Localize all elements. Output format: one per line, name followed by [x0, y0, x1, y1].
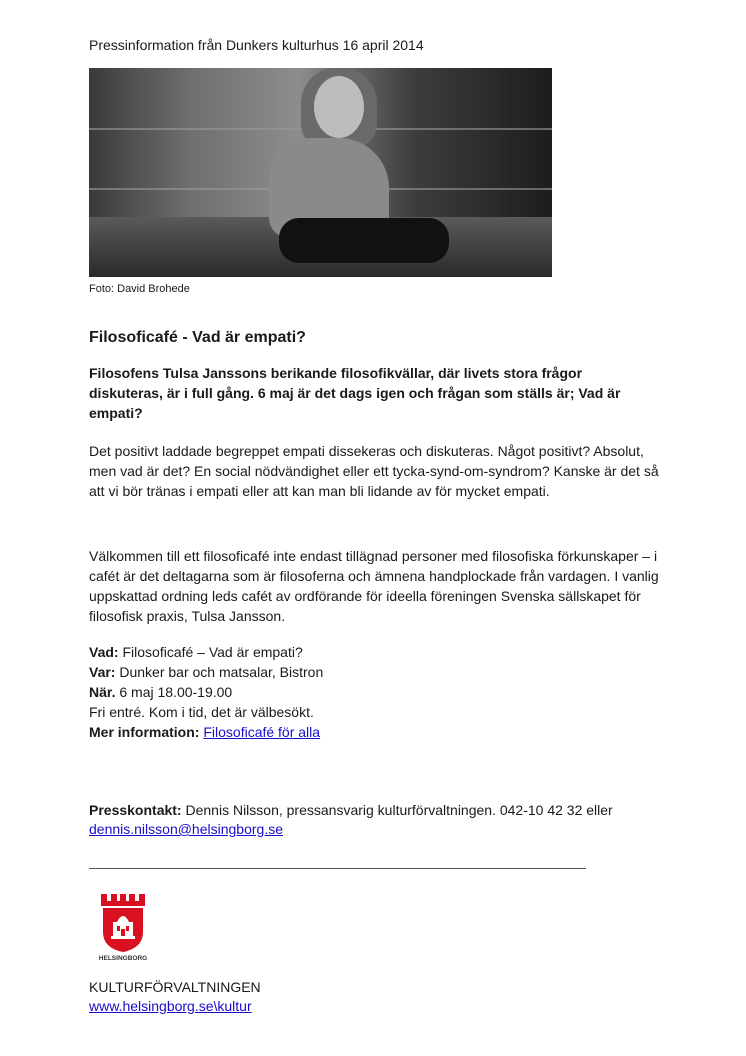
fact-vad: Vad: Filosoficafé – Vad är empati?	[89, 644, 303, 660]
event-facts	[89, 642, 323, 742]
body-paragraph-2: Välkommen till ett filosoficafé inte endast tillägnad personer med filosofiska förkunskaper – i cafét är det deltagarna som är filosoferna och ämnena handplockade från vardagen. I vanlig uppskattad ordning leds cafét av ordförande för ideella föreningen Svenska sällskapet för filosofisk praxis, Tulsa Jansson.	[89, 548, 659, 624]
article-title: Filosoficafé - Vad är empati?	[89, 329, 306, 346]
photo-caption: Foto: David Brohede	[89, 283, 190, 295]
fact-more: Mer information: Filosoficafé för alla	[89, 724, 321, 740]
footer-block	[89, 978, 261, 1016]
portrait-photo	[89, 68, 552, 277]
fact-var: Var: Dunker bar och matsalar, Bistron	[89, 664, 324, 680]
fact-nar: När. 6 maj 18.00-19.00	[89, 684, 233, 700]
press-contact: Presskontakt: Dennis Nilsson, pressansvarig kulturförvaltningen. 042-10 42 32 eller dennis.nilsson@helsingborg.se	[89, 802, 613, 837]
logo-wordmark: HELSINGBORG	[99, 955, 147, 962]
more-info-link[interactable]: Filosoficafé för alla	[203, 724, 321, 740]
helsingborg-logo	[99, 892, 147, 962]
divider	[89, 868, 586, 869]
header-line: Pressinformation från Dunkers kulturhus 16 april 2014	[89, 37, 424, 53]
kultur-link[interactable]: www.helsingborg.se\kultur	[89, 998, 252, 1014]
fact-entry: Fri entré. Kom i tid, det är välbesökt.	[89, 704, 314, 720]
body-paragraph-1: Det positivt laddade begreppet empati dissekeras och diskuteras. Något positivt? Absolut, men vad är det? En social nödvändighet eller ett tycka-synd-om-syndrom? Kanske är det så att vi bör tränas i empati eller att kan man bli lidande av för mycket empati.	[89, 443, 659, 499]
lead-paragraph: Filosofens Tulsa Janssons berikande filosofikvällar, där livets stora frågor diskuteras, är i full gång. 6 maj är det dags igen och frågan som ställs är; Vad är empati?	[89, 365, 621, 421]
email-link[interactable]: dennis.nilsson@helsingborg.se	[89, 821, 283, 837]
department-name: KULTURFÖRVALTNINGEN	[89, 979, 261, 995]
